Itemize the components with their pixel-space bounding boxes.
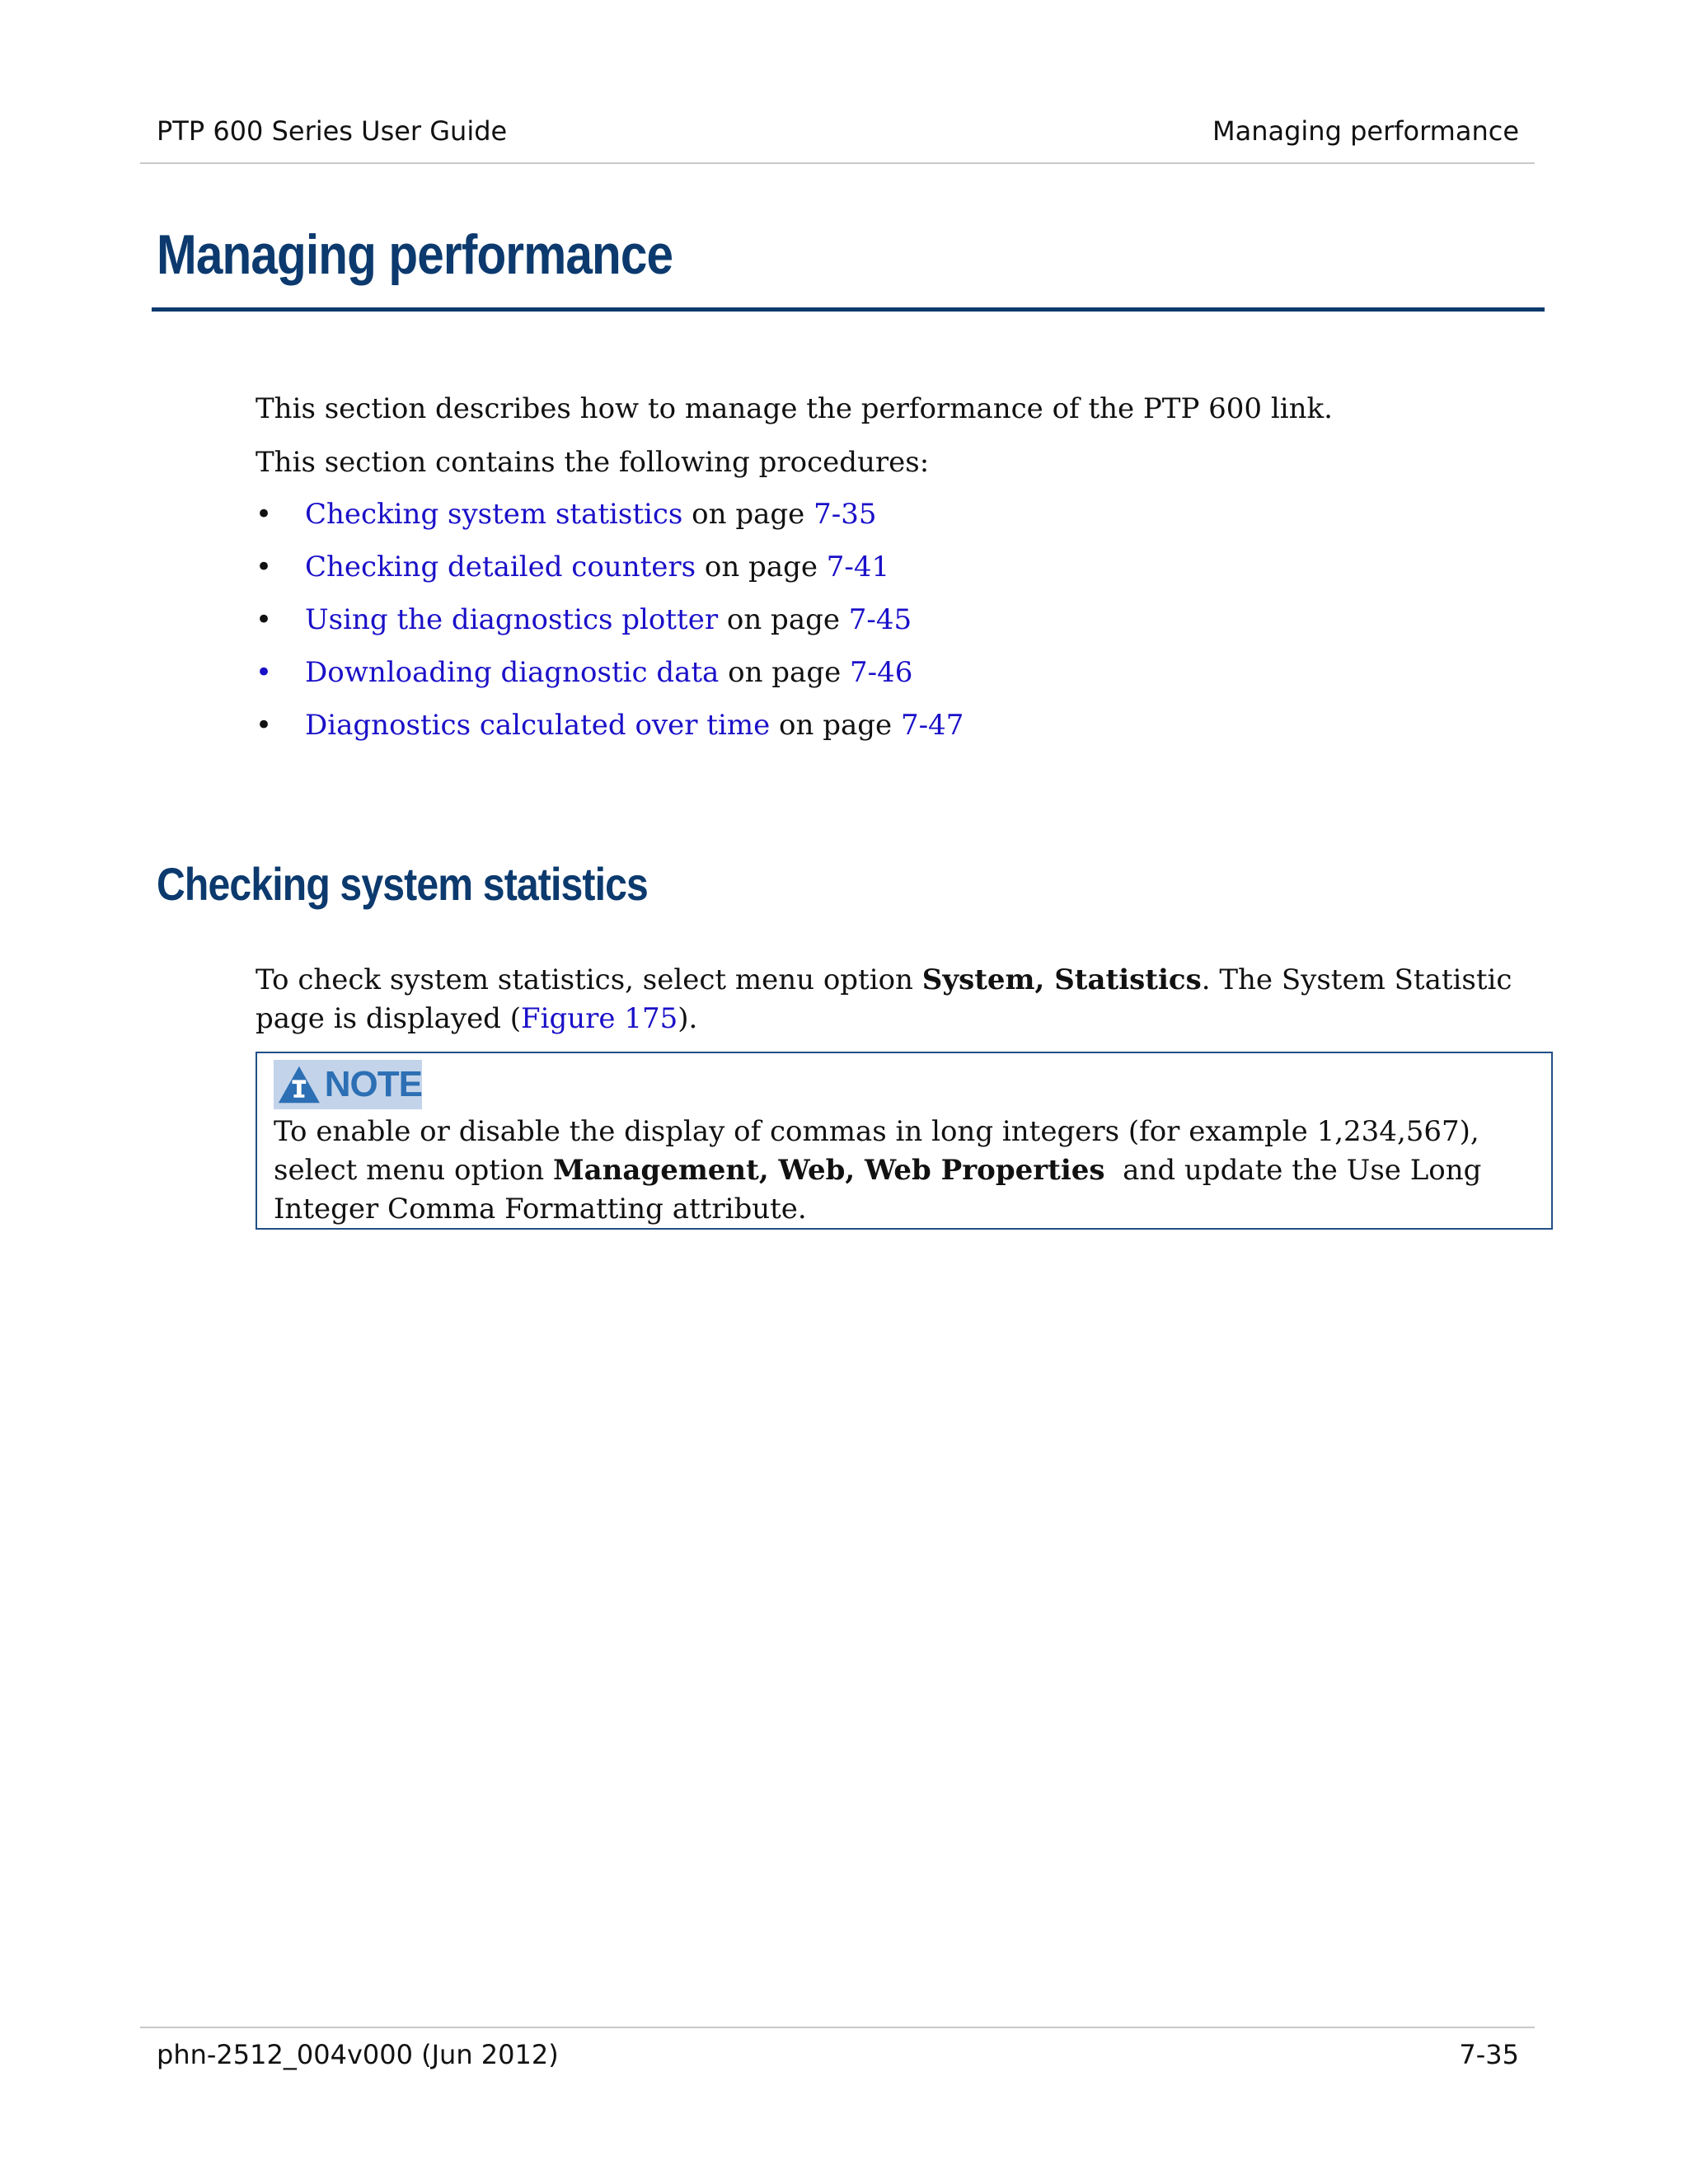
- list-item: [256, 705, 964, 758]
- list-item: [256, 600, 964, 653]
- section-paragraph: [256, 961, 1525, 1038]
- note-body: and update the Use Long Integer Comma Formatting attribute.: [274, 1154, 1491, 1226]
- note-badge: [274, 1060, 422, 1109]
- running-header-section: Managing performance: [1212, 115, 1519, 147]
- note-callout: [256, 1052, 1553, 1230]
- note-label: NOTE: [324, 1064, 422, 1104]
- header-rule: [140, 162, 1535, 164]
- note-icon: [277, 1063, 321, 1106]
- footer-rule: [140, 2027, 1535, 2028]
- procedure-link[interactable]: Checking system statistics: [305, 498, 683, 531]
- procedure-link[interactable]: Checking detailed counters: [305, 551, 696, 583]
- intro-sentence: This section describes how to manage the performance of the PTP 600 link.: [256, 392, 1333, 425]
- menu-path: Management, Web, Web Properties: [553, 1154, 1105, 1187]
- figure-link[interactable]: Figure 175: [521, 1002, 678, 1035]
- document-id: phn-2512_004v000 (Jun 2012): [157, 2039, 559, 2070]
- list-item: [256, 494, 964, 547]
- bullet-icon: •: [256, 709, 273, 742]
- procedures-lead: This section contains the following procedures:: [256, 446, 930, 479]
- page-ref-link[interactable]: 7-35: [814, 498, 877, 531]
- paragraph-text: To check system statistics, select menu option: [256, 963, 922, 996]
- page-ref-link[interactable]: 7-46: [850, 656, 913, 689]
- page-ref-link[interactable]: 7-47: [900, 709, 964, 742]
- bullet-icon: •: [256, 498, 273, 531]
- bullet-icon: •: [256, 603, 273, 636]
- page-number: 7-35: [1459, 2039, 1519, 2070]
- list-item: [256, 653, 964, 705]
- note-body: To enable or disable the display of commas in long integers (for example 1,234,567), select menu option: [274, 1115, 1479, 1187]
- on-page-text: on page: [696, 551, 827, 583]
- page-ref-link[interactable]: 7-41: [826, 551, 890, 583]
- on-page-text: on page: [718, 603, 849, 636]
- paragraph-text: ).: [678, 1002, 698, 1035]
- page-ref-link[interactable]: 7-45: [848, 603, 912, 636]
- procedure-list: [256, 494, 964, 758]
- page-title: Managing performance: [157, 223, 673, 286]
- on-page-text: on page: [682, 498, 814, 531]
- on-page-text: on page: [719, 656, 851, 689]
- procedure-link[interactable]: Using the diagnostics plotter: [305, 603, 719, 636]
- section-heading: Checking system statistics: [157, 858, 648, 910]
- bullet-icon: •: [256, 656, 273, 689]
- running-header-title: PTP 600 Series User Guide: [157, 115, 508, 147]
- title-underline: [152, 307, 1545, 312]
- paragraph-text: . The System Statistic page is displayed (: [256, 963, 1512, 1035]
- procedure-link[interactable]: Diagnostics calculated over time: [305, 709, 771, 742]
- bullet-icon: •: [256, 551, 273, 583]
- procedure-link[interactable]: Downloading diagnostic data: [305, 656, 720, 689]
- on-page-text: on page: [770, 709, 901, 742]
- note-text: [274, 1113, 1535, 1229]
- list-item: [256, 547, 964, 600]
- menu-path: System, Statistics: [921, 963, 1202, 996]
